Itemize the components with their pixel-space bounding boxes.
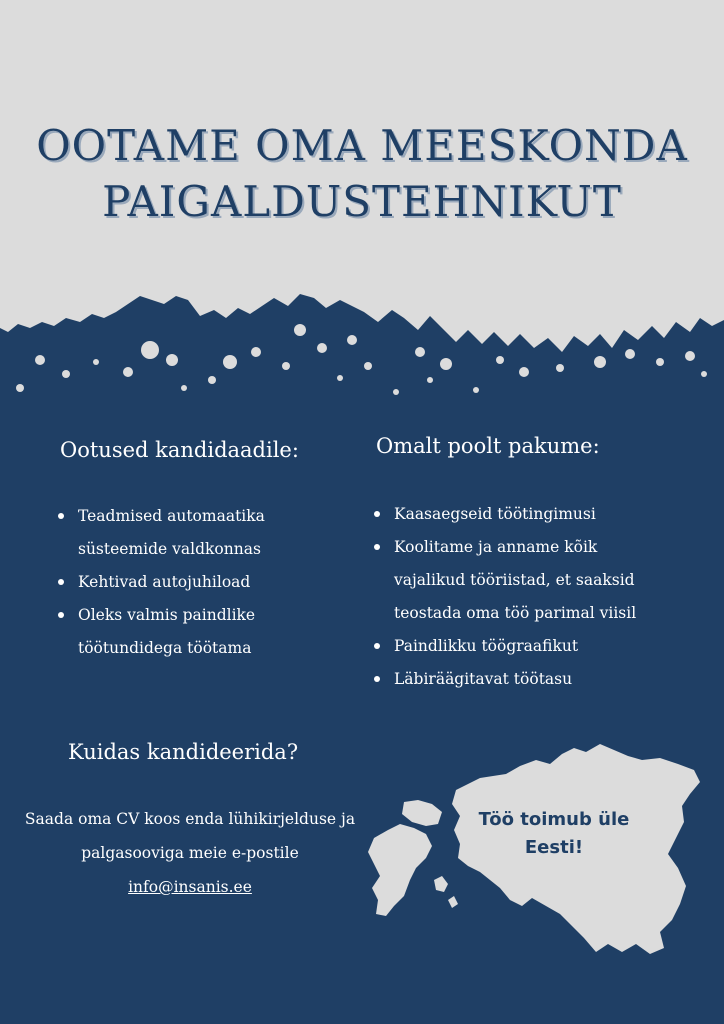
map-label <box>462 806 646 862</box>
expectations-heading: Ootused kandidaadile: <box>60 438 299 462</box>
poster-title <box>0 118 724 230</box>
list-item-line: Paindlikku töögraafikut <box>394 637 579 655</box>
list-item <box>370 531 690 630</box>
list-item-line: teostada oma töö parimal viisil <box>394 604 637 622</box>
list-item <box>54 566 344 599</box>
list-item-line: Oleks valmis paindlike <box>78 606 256 624</box>
offer-heading: Omalt poolt pakume: <box>376 434 600 458</box>
list-item <box>370 498 690 531</box>
expectations-list <box>54 500 344 665</box>
apply-section <box>68 738 298 766</box>
list-item-line: Koolitame ja anname kõik <box>394 538 598 556</box>
expectations-section <box>60 436 299 464</box>
list-item <box>370 663 690 696</box>
list-item-line: Teadmised automaatika <box>78 507 265 525</box>
list-item-line: Kehtivad autojuhiload <box>78 573 251 591</box>
offer-list-wrap <box>370 498 690 696</box>
list-item-line: Läbiräägitavat töötasu <box>394 670 573 688</box>
map-label-line-1: Töö toimub üle <box>478 809 630 830</box>
expectations-list-wrap <box>54 500 344 665</box>
list-item-line: Kaasaegseid töötingimusi <box>394 505 596 523</box>
apply-instructions <box>10 802 370 904</box>
list-item-line: vajalikud tööriistad, et saaksid <box>394 571 635 589</box>
list-item-line: süsteemide valdkonnas <box>78 540 261 558</box>
offer-list <box>370 498 690 696</box>
offer-section <box>376 432 600 460</box>
apply-text-line-1: Saada oma CV koos enda lühikirjelduse ja <box>24 810 356 828</box>
list-item <box>370 630 690 663</box>
email-link[interactable]: info@insanis.ee <box>128 878 252 896</box>
list-item-line: töötundidega töötama <box>78 639 252 657</box>
map-label-line-2: Eesti! <box>524 837 584 858</box>
list-item <box>54 599 344 665</box>
apply-heading: Kuidas kandideerida? <box>68 740 299 764</box>
list-item <box>54 500 344 566</box>
apply-text-line-2: palgasooviga meie e-postile <box>81 844 299 862</box>
title-line-1: OOTAME OMA MEESKONDA <box>36 121 688 170</box>
title-line-2: PAIGALDUSTEHNIKUT <box>102 177 622 226</box>
